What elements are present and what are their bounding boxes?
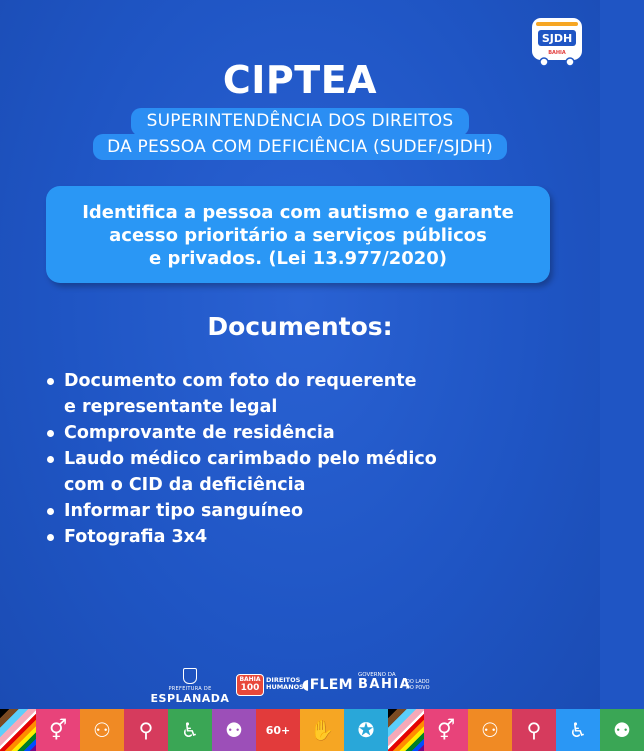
esplanada-small-text: PREFEITURA DE xyxy=(168,686,212,692)
direitos-humanos-logo xyxy=(236,674,302,708)
strip-tile xyxy=(168,709,212,751)
gender-symbols-icon: ⚥ xyxy=(436,718,456,742)
bahia-side-1: DO LADO xyxy=(406,679,430,685)
strip-tile xyxy=(344,709,388,751)
list-item xyxy=(44,498,437,524)
list-item-line-1: Informar tipo sanguíneo xyxy=(64,501,304,521)
list-item xyxy=(44,420,437,446)
family-icon: ⚇ xyxy=(93,718,111,742)
direitos-humanos-text xyxy=(266,677,304,691)
badge-number: 100 xyxy=(240,683,260,693)
elderly-60-icon: 60+ xyxy=(265,723,291,737)
wheelchair-icon: ♿ xyxy=(181,718,199,742)
bahia-side-2: DO POVO xyxy=(406,685,430,691)
strip-tile xyxy=(36,709,80,751)
strip-tile xyxy=(512,709,556,751)
bahia-text: BAHIA xyxy=(358,677,412,692)
footer-logos xyxy=(0,668,600,704)
people-group-icon: ⚉ xyxy=(225,718,243,742)
pride-flag-icon xyxy=(0,709,36,751)
list-item-line-2: com o CID da deficiência xyxy=(64,475,306,495)
dh-text-2: HUMANOS xyxy=(266,683,304,691)
strip-tile xyxy=(124,709,168,751)
governo-text: GOVERNO DA xyxy=(358,672,396,678)
governo-bahia-logo xyxy=(358,672,438,706)
pride-flag-icon xyxy=(388,709,424,751)
flem-circle-icon: ◖ xyxy=(302,677,310,693)
family-icon: ⚇ xyxy=(481,718,499,742)
wheelchair-icon: ♿ xyxy=(569,718,587,742)
blind-person-icon: ⚲ xyxy=(138,718,154,742)
info-line-2: acesso prioritário a serviços públicos xyxy=(109,225,487,246)
info-line-1: Identifica a pessoa com autismo e garante xyxy=(82,202,514,223)
list-item-line-1: Comprovante de residência xyxy=(64,423,335,443)
people-group-icon: ⚉ xyxy=(613,718,631,742)
strip-tile xyxy=(300,709,344,751)
bus-logo-text: SJDH xyxy=(541,32,573,45)
subtitle-line-2: DA PESSOA COM DEFICIÊNCIA (SUDEF/SJDH) xyxy=(93,134,507,160)
strip-tile xyxy=(80,709,124,751)
list-item-line-1: Laudo médico carimbado pelo médico xyxy=(64,449,437,469)
page-title: CIPTEA xyxy=(222,58,378,102)
esplanada-logo xyxy=(150,668,230,705)
flem-text: FLEM xyxy=(309,677,353,693)
list-item xyxy=(44,446,437,498)
list-item-line-1: Documento com foto do requerente xyxy=(64,371,417,391)
bus-logo-sub: BAHIA xyxy=(548,50,566,56)
strip-tile xyxy=(468,709,512,751)
info-box xyxy=(46,186,550,283)
flem-logo xyxy=(302,677,358,711)
list-item-line-2: e representante legal xyxy=(64,397,278,417)
crest-icon xyxy=(183,668,197,684)
subtitle xyxy=(0,108,600,160)
strip-tile xyxy=(600,709,644,751)
dh-text-1: DIREITOS xyxy=(266,676,301,684)
blind-person-icon: ⚲ xyxy=(526,718,542,742)
strip-tile xyxy=(256,709,300,751)
list-item xyxy=(44,368,437,420)
documents-list xyxy=(44,368,437,550)
bahia-100-badge xyxy=(236,674,264,696)
subtitle-line-1: SUPERINTENDÊNCIA DOS DIREITOS xyxy=(131,108,470,136)
info-line-3: e privados. (Lei 13.977/2020) xyxy=(148,248,448,269)
hand-sign-icon: ✋ xyxy=(309,718,335,742)
bahia-side-text xyxy=(406,679,430,691)
list-item-line-1: Fotografia 3x4 xyxy=(64,527,208,547)
world-icon: ✪ xyxy=(357,718,375,742)
inclusion-icon-strip xyxy=(0,709,631,751)
strip-tile xyxy=(556,709,600,751)
strip-tile xyxy=(424,709,468,751)
esplanada-text: ESPLANADA xyxy=(150,692,230,705)
gender-symbols-icon: ⚥ xyxy=(48,718,68,742)
strip-tile xyxy=(212,709,256,751)
documents-title: Documentos: xyxy=(207,312,393,341)
badge-top-text: BAHIA xyxy=(239,676,261,683)
list-item xyxy=(44,524,437,550)
